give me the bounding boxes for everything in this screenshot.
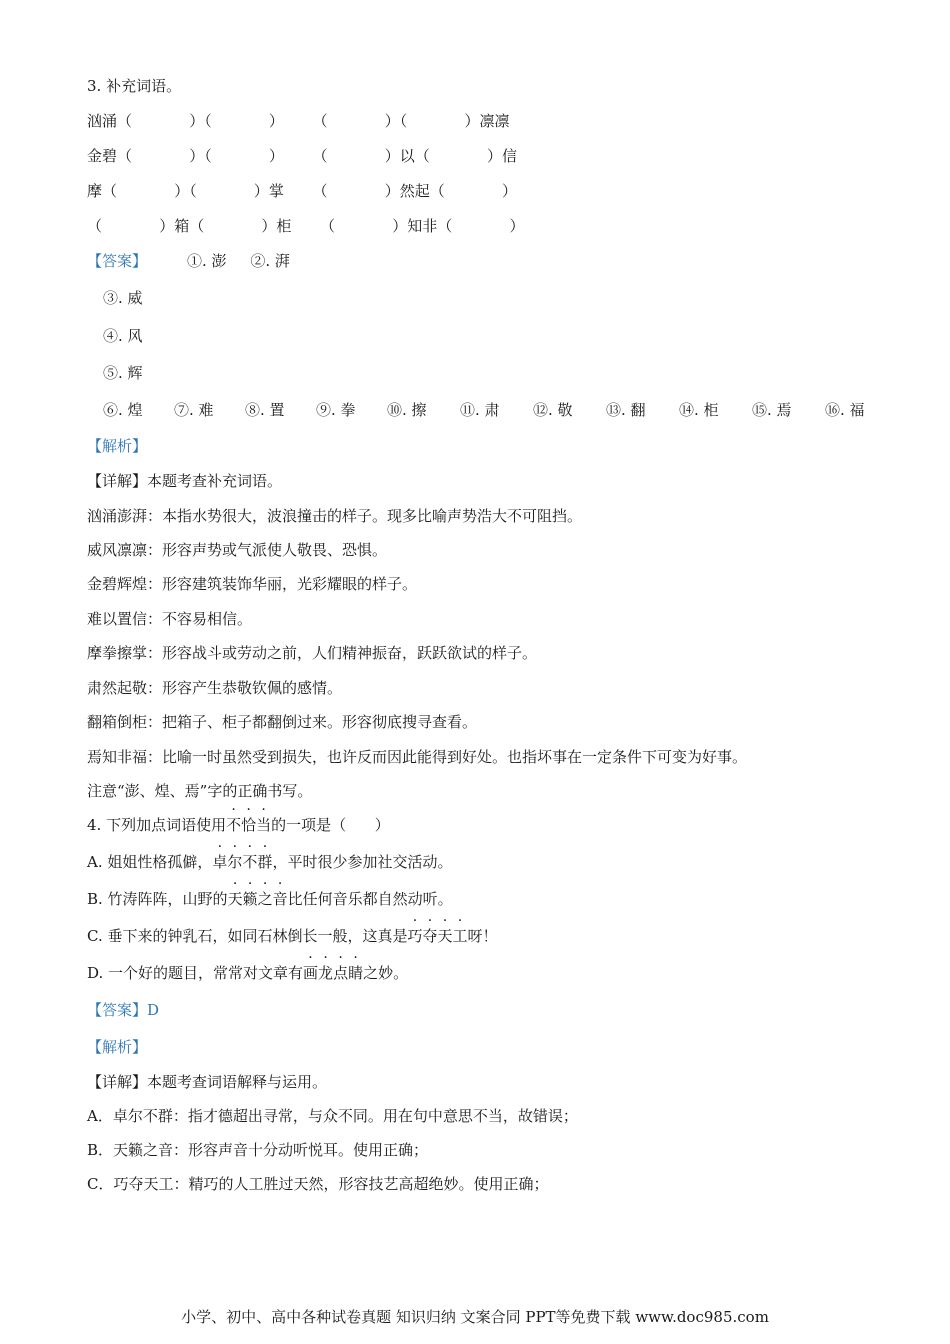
q4-detail-0: 【详解】本题考查词语解释与运用。	[87, 1073, 328, 1091]
q4-option-c: C. 垂下来的钟乳石，如同石林倒长一般，这真是巧夺天工呀！	[87, 927, 498, 945]
emphasized-text	[226, 816, 271, 834]
q3-title: 3. 补充词语。	[87, 77, 182, 95]
q3-detail-3: 金碧辉煌：形容建筑装饰华丽，光彩耀眼的样子。	[87, 575, 418, 593]
q4-analysis-label: 【解析】	[87, 1038, 148, 1056]
emphasis-char: 巧	[407, 927, 423, 945]
answer-item: ⑫. 敬	[533, 401, 573, 419]
emphasis-char: 当	[256, 816, 272, 834]
q3-answers-line1: ①. 澎 ②. 湃	[187, 252, 290, 270]
emphasis-char: 工	[452, 927, 468, 945]
answer-item: ⑯. 福	[825, 401, 865, 419]
q3-row-1: 汹涌（ ）（ ） （ ）（ ）凛凛	[87, 112, 510, 130]
emphasis-char: 群	[257, 853, 273, 871]
answer-item: ⑥. 煌	[103, 401, 143, 419]
emphasis-char: 籁	[242, 890, 258, 908]
emphasis-char: 龙	[318, 964, 334, 982]
q3-row-3: 摩（ ）（ ）掌 （ ）然起（ ）	[87, 182, 517, 200]
q3-detail-8: 焉知非福：比喻一时虽然受到损失，也许反而因此能得到好处。也指坏事在一定条件下可变为好事。	[87, 748, 748, 766]
q3-answer-label: 【答案】	[87, 252, 148, 270]
q4-stem: 4. 下列加点词语使用不恰当的一项是（ ）	[87, 816, 390, 834]
q3-answer-4: ④. 风	[103, 327, 143, 345]
answer-item: ⑧. 置	[245, 401, 285, 419]
q3-analysis-label: 【解析】	[87, 437, 148, 455]
q4-detail-3: C．巧夺天工：精巧的人工胜过天然，形容技艺高超绝妙。使用正确；	[87, 1175, 549, 1193]
q3-answer-5: ⑤. 辉	[103, 364, 143, 382]
q4-option-b: B. 竹涛阵阵，山野的天籁之音比任何音乐都自然动听。	[87, 890, 453, 908]
answer-item: ⑭. 柜	[679, 401, 719, 419]
q3-answer-3: ③. 威	[103, 289, 143, 307]
emphasis-char: 天	[227, 890, 243, 908]
answer-item: ⑩. 擦	[387, 401, 427, 419]
q3-detail-9: 注意“澎、煌、焉”字的正确书写。	[87, 782, 313, 800]
emphasis-char: 卓	[212, 853, 228, 871]
q3-row-2: 金碧（ ）（ ） （ ）以（ ）信	[87, 147, 517, 165]
q3-detail-4: 难以置信：不容易相信。	[87, 610, 253, 628]
q3-row-4: （ ）箱（ ）柜 （ ）知非（ ）	[87, 217, 525, 235]
q3-detail-6: 肃然起敬：形容产生恭敬钦佩的感情。	[87, 679, 343, 697]
emphasis-char: 夺	[422, 927, 438, 945]
answer-item: ⑦. 难	[174, 401, 214, 419]
emphasized-text	[212, 853, 272, 871]
emphasis-char: 点	[333, 964, 349, 982]
emphasis-char: 不	[242, 853, 258, 871]
q3-detail-5: 摩拳擦掌：形容战斗或劳动之前，人们精神振奋，跃跃欲试的样子。	[87, 644, 538, 662]
emphasis-char: 不	[226, 816, 242, 834]
answer-item: ⑪. 肃	[460, 401, 500, 419]
emphasis-char: 尔	[227, 853, 243, 871]
answer-item: ⑬. 翻	[606, 401, 646, 419]
answer-item: ⑨. 拳	[316, 401, 356, 419]
emphasis-char: 睛	[348, 964, 364, 982]
emphasis-char: 恰	[241, 816, 257, 834]
emphasis-char: 画	[303, 964, 319, 982]
q4-detail-1: A．卓尔不群：指才德超出寻常，与众不同。用在句中意思不当，故错误；	[87, 1107, 578, 1125]
emphasis-char: 天	[437, 927, 453, 945]
emphasized-text	[303, 964, 363, 982]
q4-answer: 【答案】D	[87, 1001, 160, 1019]
q4-option-a: A. 姐姐性格孤僻，卓尔不群，平时很少参加社交活动。	[87, 853, 453, 871]
emphasis-char: 音	[272, 890, 288, 908]
emphasized-text	[228, 890, 288, 908]
q3-detail-7: 翻箱倒柜：把箱子、柜子都翻倒过来。形容彻底搜寻查看。	[87, 713, 478, 731]
emphasized-text	[407, 927, 467, 945]
answer-item: ⑮. 焉	[752, 401, 792, 419]
emphasis-char: 之	[257, 890, 273, 908]
q3-detail-2: 威风凛凛：形容声势或气派使人敬畏、恐惧。	[87, 541, 388, 559]
page-footer: 小学、初中、高中各种试卷真题 知识归纳 文案合同 PPT等免费下载 www.doc985.com	[181, 1308, 769, 1326]
q3-detail-1: 汹涌澎湃：本指水势很大，波浪撞击的样子。现多比喻声势浩大不可阻挡。	[87, 507, 583, 525]
q3-detail-0: 【详解】本题考查补充词语。	[87, 472, 283, 490]
q4-detail-2: B．天籁之音：形容声音十分动听悦耳。使用正确；	[87, 1141, 429, 1159]
q4-option-d: D. 一个好的题目，常常对文章有画龙点睛之妙。	[87, 964, 409, 982]
